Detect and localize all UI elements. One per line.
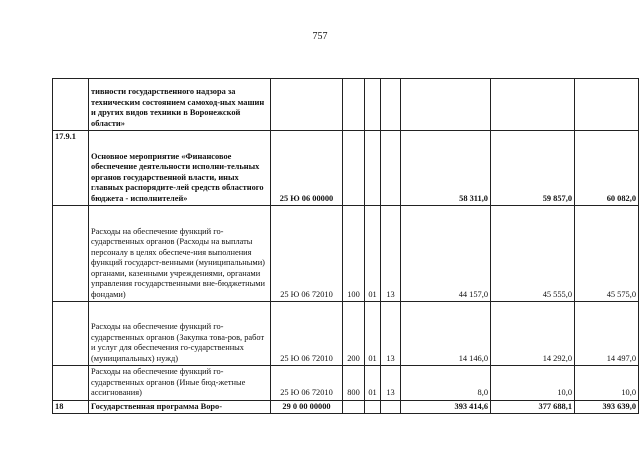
target-code: 25 Ю 06 72010 xyxy=(271,206,343,302)
row-number: 17.9.1 xyxy=(53,131,89,206)
amount-year-1: 8,0 xyxy=(401,366,491,401)
amount-year-1: 14 146,0 xyxy=(401,302,491,366)
table-row xyxy=(53,79,639,131)
table-row xyxy=(53,400,639,414)
amount-year-1: 58 311,0 xyxy=(401,131,491,206)
row-number xyxy=(53,302,89,366)
section-code: 01 xyxy=(365,302,381,366)
amount-year-3: 393 639,0 xyxy=(575,400,639,414)
row-number xyxy=(53,206,89,302)
amount-year-3: 10,0 xyxy=(575,366,639,401)
row-number xyxy=(53,79,89,131)
amount-year-3: 60 082,0 xyxy=(575,131,639,206)
table-row xyxy=(53,366,639,401)
section-code xyxy=(365,400,381,414)
page-number: 757 xyxy=(312,31,328,42)
budget-table xyxy=(52,78,639,414)
amount-year-2: 377 688,1 xyxy=(491,400,575,414)
subsection-code: 13 xyxy=(381,302,401,366)
amount-year-3: 14 497,0 xyxy=(575,302,639,366)
subsection-code xyxy=(381,131,401,206)
section-code xyxy=(365,79,381,131)
target-code: 25 Ю 06 00000 xyxy=(271,131,343,206)
subsection-code: 13 xyxy=(381,206,401,302)
target-code xyxy=(271,79,343,131)
expense-type xyxy=(343,131,365,206)
expense-type xyxy=(343,400,365,414)
table-row xyxy=(53,302,639,366)
row-number xyxy=(53,366,89,401)
expense-type: 200 xyxy=(343,302,365,366)
subsection-code: 13 xyxy=(381,366,401,401)
section-code: 01 xyxy=(365,366,381,401)
section-code: 01 xyxy=(365,206,381,302)
amount-year-2: 59 857,0 xyxy=(491,131,575,206)
amount-year-2: 10,0 xyxy=(491,366,575,401)
row-name: Основное мероприятие «Финансовое обеспечение деятельности исполни-тельных органов государственной власти, иных главных распорядите-лей средств областного бюджета - исполнителей» xyxy=(89,131,271,206)
amount-year-2: 14 292,0 xyxy=(491,302,575,366)
row-name: тивности государственного надзора за техническим состоянием самоход-ных машин и других видов техники в Воронежской области» xyxy=(89,79,271,131)
row-number: 18 xyxy=(53,400,89,414)
amount-year-1 xyxy=(401,79,491,131)
expense-type xyxy=(343,79,365,131)
table-row xyxy=(53,206,639,302)
amount-year-3 xyxy=(575,79,639,131)
amount-year-2: 45 555,0 xyxy=(491,206,575,302)
row-name: Расходы на обеспечение функций го-сударственных органов (Расходы на выплаты персоналу в целях обеспече-ния выполнения функций государст-венными (муниципальными) органами, казенными учреждениями, органами управления государственными вне-бюджетными фондами) xyxy=(89,206,271,302)
subsection-code xyxy=(381,79,401,131)
row-name: Расходы на обеспечение функций го-сударственных органов (Иные бюд-жетные ассигнования) xyxy=(89,366,271,401)
expense-type: 800 xyxy=(343,366,365,401)
row-name: Расходы на обеспечение функций го-сударственных органов (Закупка това-ров, работ и услуг для обеспечения го-сударственных (муниципальных) нужд) xyxy=(89,302,271,366)
table-row xyxy=(53,131,639,206)
row-name: Государственная программа Воро- xyxy=(89,400,271,414)
amount-year-1: 44 157,0 xyxy=(401,206,491,302)
amount-year-2 xyxy=(491,79,575,131)
target-code: 25 Ю 06 72010 xyxy=(271,366,343,401)
subsection-code xyxy=(381,400,401,414)
section-code xyxy=(365,131,381,206)
target-code: 29 0 00 00000 xyxy=(271,400,343,414)
target-code: 25 Ю 06 72010 xyxy=(271,302,343,366)
amount-year-1: 393 414,6 xyxy=(401,400,491,414)
amount-year-3: 45 575,0 xyxy=(575,206,639,302)
expense-type: 100 xyxy=(343,206,365,302)
